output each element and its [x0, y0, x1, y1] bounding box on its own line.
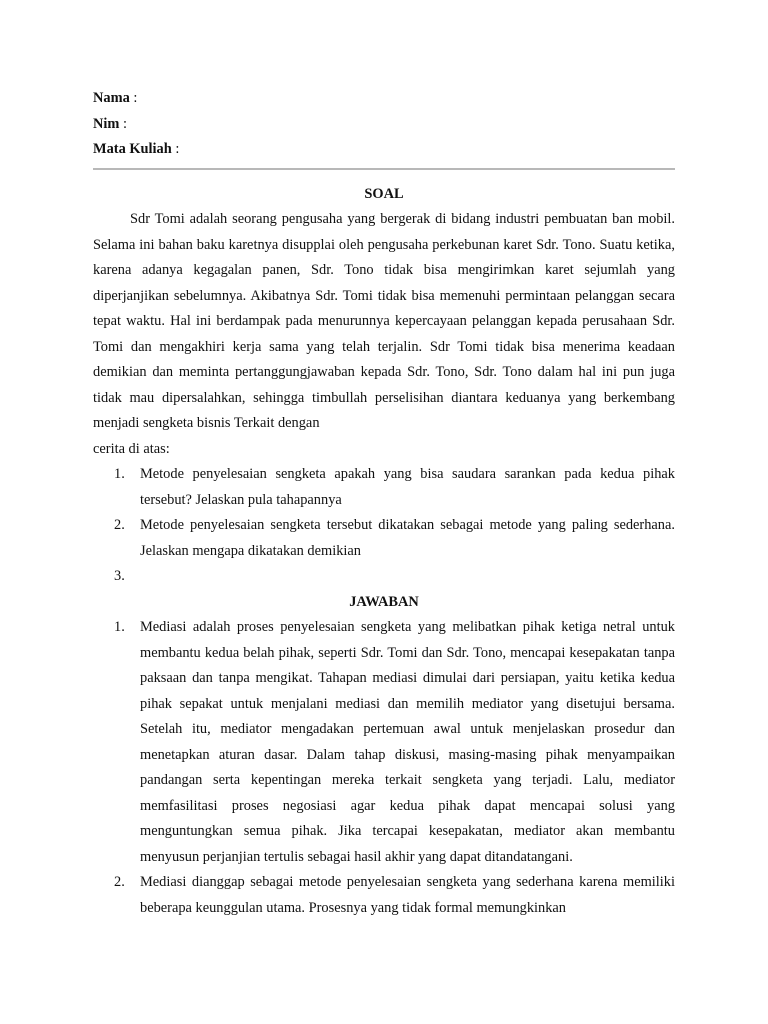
answer-item: [93, 615, 675, 870]
question-number: 3.: [114, 568, 125, 584]
question-text: Metode penyelesaian sengketa apakah yang bisa saudara sarankan pada kedua pihak tersebut? Jelaskan pula tahapannya: [140, 466, 675, 508]
document-content: [93, 86, 675, 921]
soal-intro: cerita di atas:: [93, 440, 170, 457]
nim-label: Nim: [93, 115, 120, 132]
mata-kuliah-separator: :: [175, 141, 180, 157]
nama-line: [93, 86, 675, 112]
nim-line: [93, 112, 675, 138]
answer-item: [93, 870, 675, 921]
question-list: [93, 462, 675, 590]
answer-number: 2.: [114, 874, 125, 890]
nim-separator: :: [123, 115, 127, 132]
jawaban-heading: JAWABAN: [349, 593, 419, 610]
answer-number: 1.: [114, 619, 125, 635]
header-divider: [93, 168, 675, 170]
answer-text: Mediasi adalah proses penyelesaian sengketa yang melibatkan pihak ketiga netral untuk membantu kedua belah pihak, seperti Sdr. Tomi dan Sdr. Tono, mencapai kesepakatan tanpa paksaan dan tanpa mengikat. Tahapan mediasi dimulai dari persiapan, yaitu ketika kedua pihak sepakat untuk menjalani mediasi dan memilih mediator yang disetujui bersama. Setelah itu, mediator mengadakan pertemuan awal untuk menjelaskan prosedur dan menetapkan aturan dasar. Dalam tahap diskusi, masing-masing pihak menyampaikan pandangan serta kepentingan mereka terkait sengketa yang terjadi. Lalu, mediator memfasilitasi proses negosiasi agar kedua pihak dapat mencapai solusi yang menguntungkan semua pihak. Jika tercapai kesepakatan, mediator akan membantu menyusun perjanjian tertulis sebagai hasil akhir yang dapat ditandatangani.: [140, 619, 675, 865]
question-item: [93, 564, 675, 590]
question-text: Metode penyelesaian sengketa tersebut dikatakan sebagai metode yang paling sederhana. Jelaskan mengapa dikatakan demikian: [140, 517, 675, 559]
mata-kuliah-label: Mata Kuliah: [93, 141, 172, 157]
question-number: 2.: [114, 517, 125, 533]
question-number: 1.: [114, 466, 125, 482]
question-item: [93, 462, 675, 513]
answer-text: Mediasi dianggap sebagai metode penyelesaian sengketa yang sederhana karena memiliki beberapa keunggulan utama. Prosesnya yang tidak formal memungkinkan: [140, 874, 675, 916]
mata-kuliah-line: [93, 137, 675, 163]
nama-separator: :: [133, 90, 138, 106]
soal-paragraph: Sdr Tomi adalah seorang pengusaha yang bergerak di bidang industri pembuatan ban mobil. Selama ini bahan baku karetnya disupplai oleh pengusaha perkebunan karet Sdr. Tono. Suatu ketika, karena adanya kegagalan panen, Sdr. Tono tidak bisa mengirimkan karet sejumlah yang diperjanjikan sebelumnya. Akibatnya Sdr. Tomi tidak bisa memenuhi permintaan pelanggan secara tepat waktu. Hal ini berdampak pada menurunnya kepercayaan pelanggan kepada perusahaan Sdr. Tomi dan mengakhiri kerja sama yang telah terjalin. Sdr Tomi tidak bisa menerima keadaan demikian dan meminta pertanggungjawaban kepada Sdr. Tono, Sdr. Tono dalam hal ini pun juga tidak mau dipersalahkan, sehingga timbullah perselisihan diantara keduanya yang berkembang menjadi sengketa bisnis Terkait dengan: [93, 211, 675, 431]
soal-heading: SOAL: [364, 185, 404, 202]
question-item: [93, 513, 675, 564]
answer-list: [93, 615, 675, 921]
nama-label: Nama: [93, 90, 130, 106]
